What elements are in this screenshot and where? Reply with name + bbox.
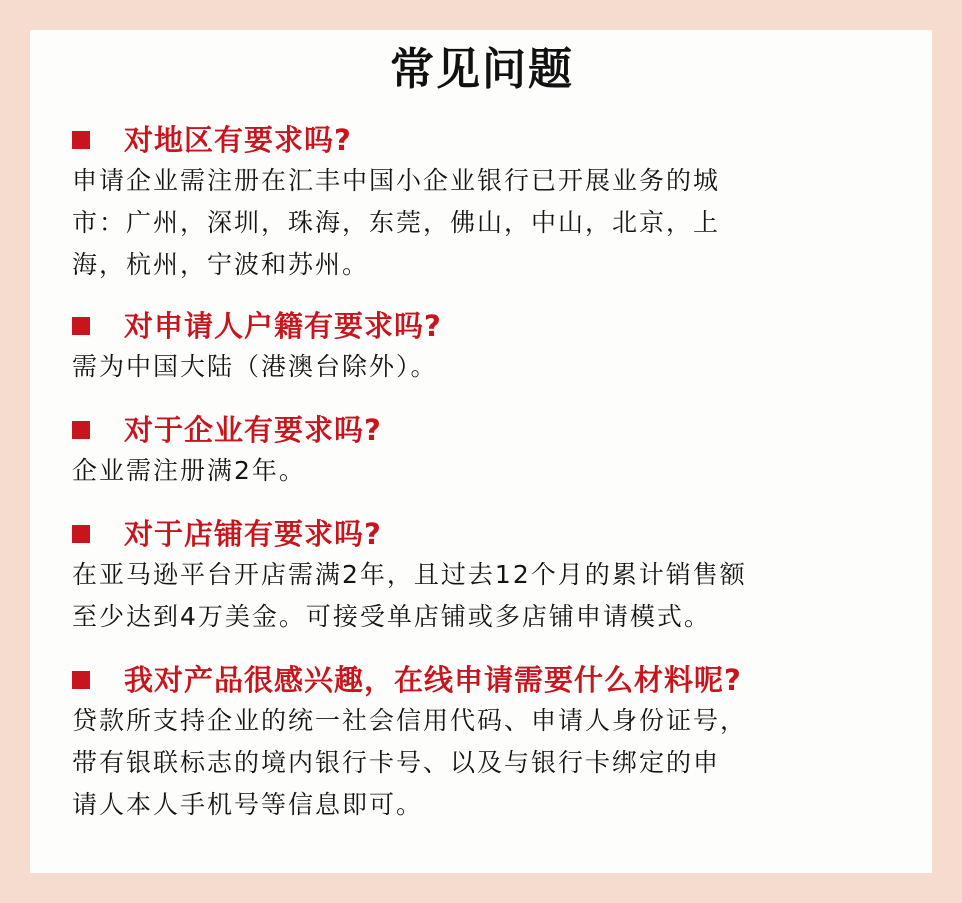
faq-question-text: 对于店铺有要求吗? [124, 517, 382, 551]
faq-card [30, 30, 932, 873]
square-bullet-icon [72, 421, 90, 439]
faq-item-household [72, 306, 892, 388]
faq-answer: 需为中国大陆（港澳台除外）。 [72, 352, 438, 381]
faq-question [72, 514, 892, 554]
faq-answer: 企业需注册满2年。 [72, 456, 306, 485]
faq-question [72, 120, 892, 160]
faq-question-text: 对于企业有要求吗? [124, 413, 382, 447]
faq-question [72, 660, 892, 700]
square-bullet-icon [72, 317, 90, 335]
faq-item-store [72, 514, 892, 638]
faq-question-text: 我对产品很感兴趣，在线申请需要什么材料呢? [124, 663, 742, 697]
faq-question [72, 410, 892, 450]
faq-question-text: 对申请人户籍有要求吗? [124, 309, 442, 343]
square-bullet-icon [72, 131, 90, 149]
faq-answer: 在亚马逊平台开店需满2年，且过去12个月的累计销售额 至少达到4万美金。可接受单店铺或多店铺申请模式。 [72, 560, 747, 631]
faq-question-text: 对地区有要求吗? [124, 123, 352, 157]
faq-item-company [72, 410, 892, 492]
square-bullet-icon [72, 525, 90, 543]
faq-answer: 申请企业需注册在汇丰中国小企业银行已开展业务的城 市：广州，深圳，珠海，东莞，佛山，中山，北京，上 海，杭州，宁波和苏州。 [72, 166, 721, 279]
faq-item-materials [72, 660, 892, 826]
faq-item-region [72, 120, 892, 286]
faq-answer: 贷款所支持企业的统一社会信用代码、申请人身份证号， 带有银联标志的境内银行卡号、以及与银行卡绑定的申 请人本人手机号等信息即可。 [72, 706, 748, 819]
square-bullet-icon [72, 671, 90, 689]
page-title: 常见问题 [390, 44, 574, 95]
faq-question [72, 306, 892, 346]
